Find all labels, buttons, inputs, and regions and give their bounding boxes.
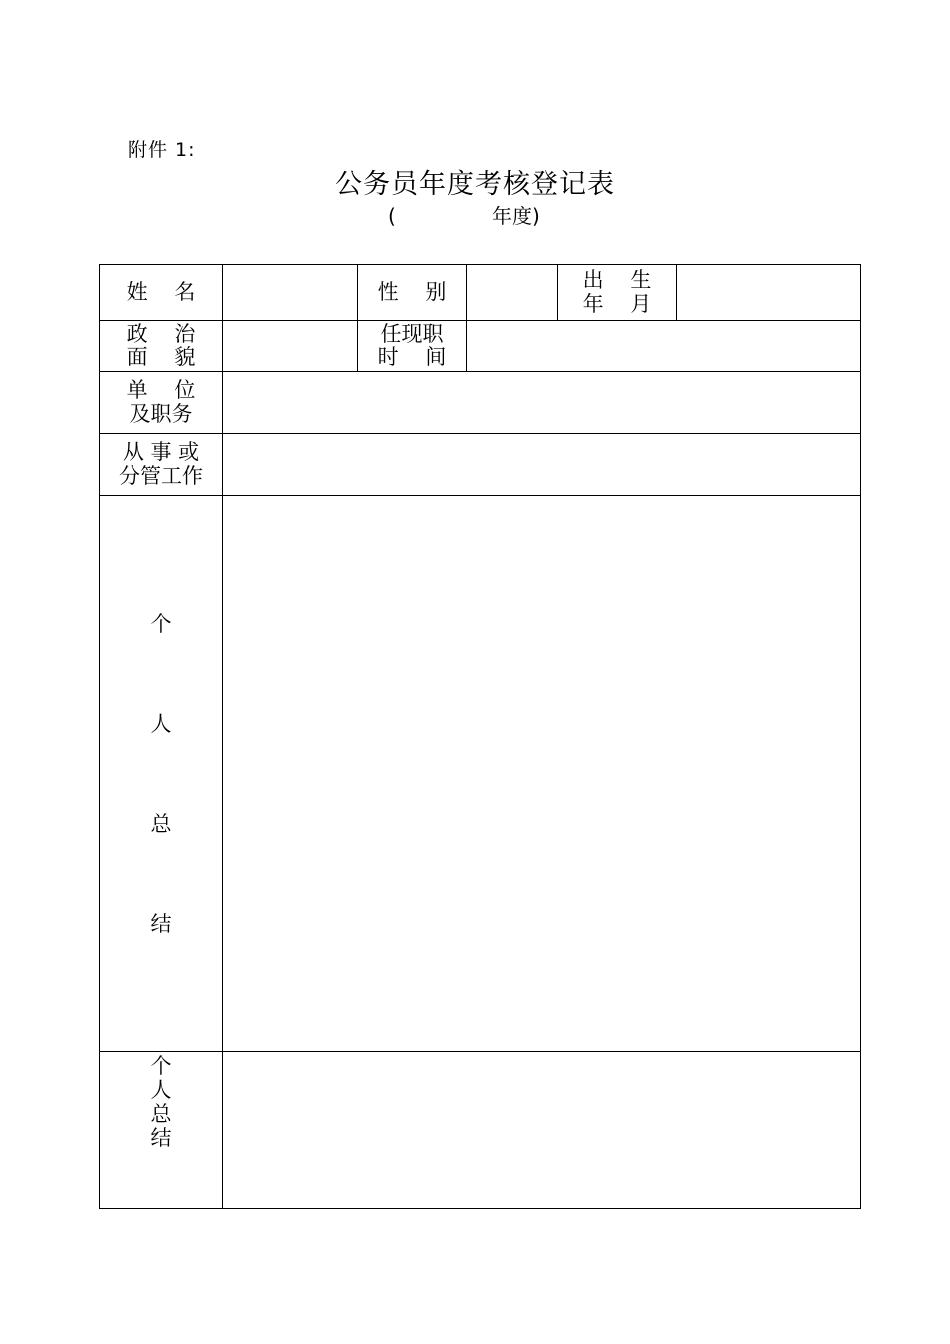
summary-field[interactable] bbox=[223, 496, 861, 1052]
row-summary bbox=[100, 496, 861, 1052]
row-unit bbox=[100, 372, 861, 434]
tenure-label-line2: 时 间 bbox=[377, 345, 447, 369]
gender-label: 性 别 bbox=[358, 265, 467, 321]
summary2-label-char: 总 bbox=[150, 1102, 172, 1126]
summary2-label bbox=[100, 1052, 223, 1209]
name-label: 姓 名 bbox=[100, 265, 223, 321]
summary2-label-char: 人 bbox=[150, 1078, 172, 1102]
row-political bbox=[100, 321, 861, 372]
work-label-line2: 分管工作 bbox=[119, 463, 203, 488]
summary2-label-char: 个 bbox=[150, 1054, 172, 1078]
work-label bbox=[100, 434, 223, 496]
political-label bbox=[100, 321, 223, 372]
unit-label-line1: 单 位 bbox=[126, 378, 196, 403]
assessment-form-table bbox=[99, 264, 861, 1209]
summary-label-char: 结 bbox=[150, 911, 172, 936]
unit-label-line2: 及职务 bbox=[129, 401, 193, 426]
work-field[interactable] bbox=[223, 434, 861, 496]
tenure-label-line1: 任现职 bbox=[380, 321, 444, 346]
tenure-field[interactable] bbox=[467, 321, 861, 372]
subtitle-open-paren: ( bbox=[388, 204, 396, 228]
birth-label-line2: 年 月 bbox=[582, 291, 652, 316]
tenure-label bbox=[358, 321, 467, 372]
political-label-line1: 政 治 bbox=[126, 321, 196, 346]
summary-label bbox=[100, 496, 223, 1052]
summary-label-char: 个 bbox=[150, 611, 172, 636]
page-title: 公务员年度考核登记表 bbox=[335, 169, 615, 200]
political-label-line2: 面 貌 bbox=[126, 345, 196, 369]
subtitle-year: 年度) bbox=[492, 204, 540, 228]
unit-field[interactable] bbox=[223, 372, 861, 434]
name-field[interactable] bbox=[223, 265, 358, 321]
political-field[interactable] bbox=[223, 321, 358, 372]
row-work bbox=[100, 434, 861, 496]
summary-label-char: 总 bbox=[150, 811, 172, 836]
year-subtitle bbox=[388, 200, 540, 229]
birth-field[interactable] bbox=[677, 265, 861, 321]
summary-label-char: 人 bbox=[150, 711, 172, 736]
summary2-label-char: 结 bbox=[150, 1126, 172, 1150]
gender-field[interactable] bbox=[467, 265, 558, 321]
summary2-field[interactable] bbox=[223, 1052, 861, 1209]
attachment-label: 附件 1: bbox=[128, 139, 196, 161]
birth-label-line1: 出 生 bbox=[582, 268, 652, 293]
work-label-line1: 从 事 或 bbox=[122, 440, 200, 465]
birth-label bbox=[558, 265, 677, 321]
row-summary-2 bbox=[100, 1052, 861, 1209]
row-basic-info bbox=[100, 265, 861, 321]
unit-label bbox=[100, 372, 223, 434]
